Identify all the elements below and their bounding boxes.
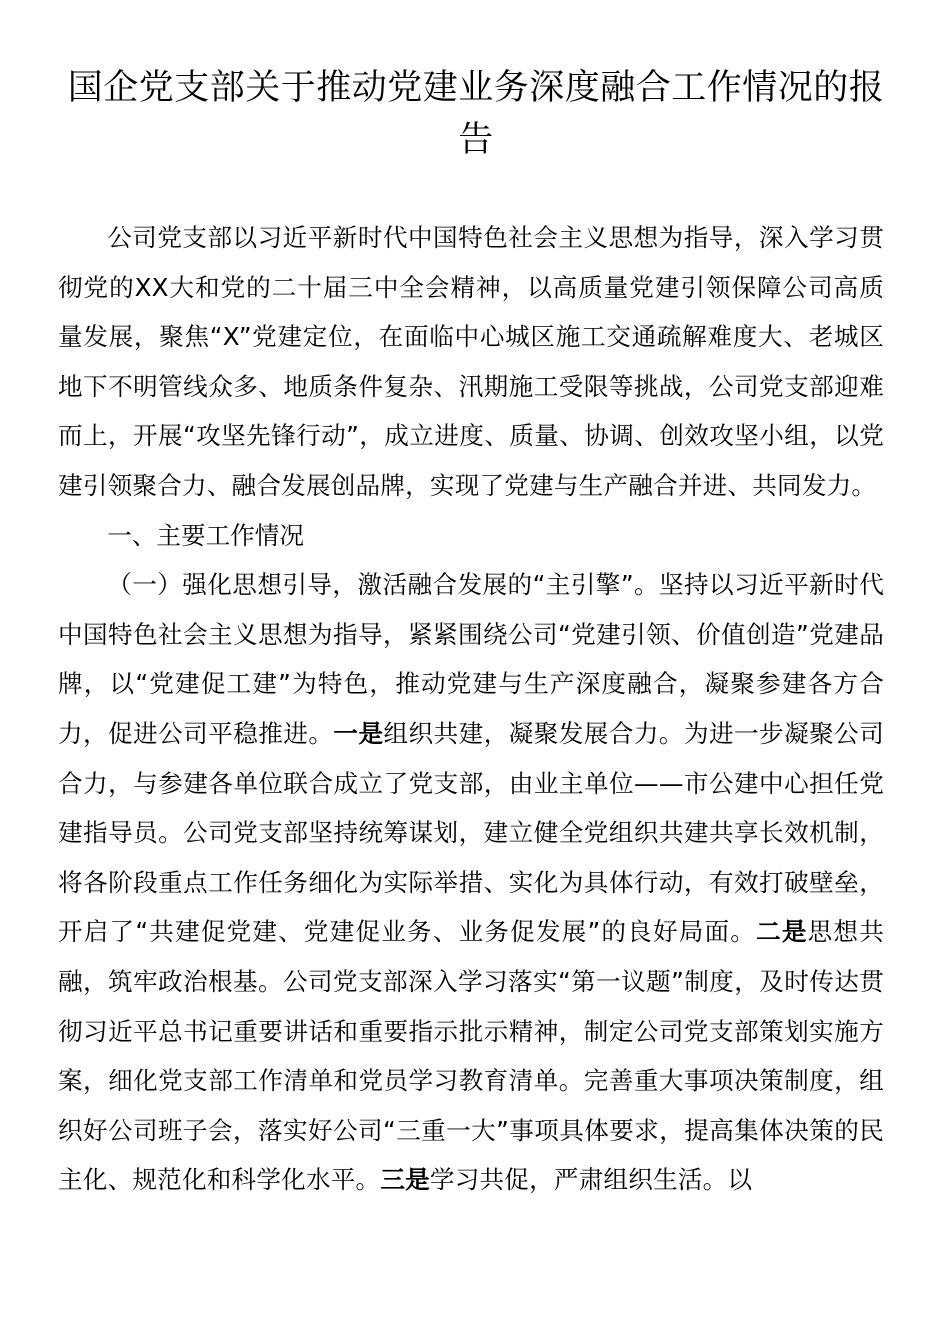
document-title: 国企党支部关于推动党建业务深度融合工作情况的报告 — [67, 68, 885, 160]
intro-paragraph: 公司党支部以习近平新时代中国特色社会主义思想为指导，深入学习贯彻党的XX大和党的二十届三中全会精神，以高质量党建引领保障公司高质量发展，聚焦“X”党建定位，在面临中心城区施工交通疏解难度大、老城区地下不明管线众多、地质条件复杂、汛期施工受限等挑战，公司党支部迎难而上，开展“攻坚先锋行动”，成立进度、质量、协调、创效攻坚小组，以党建引领聚合力、融合发展创品牌，实现了党建与生产融合并进、共同发力。 — [58, 223, 884, 500]
point-marker-two: 二是 — [756, 917, 808, 947]
subsection-lead-text: （一）强化思想引导，激活融合发展的“主引擎”。坚持以习近平新时代中国特色社会主义思想为指导，紧紧围绕公司“党建引领、价值创造”党建品牌，以“党建促工建”为特色，推动党建与生产深度融合，凝聚参建各方合力，促进公司平稳推进。 — [58, 570, 884, 748]
point-text-one: 组织共建，凝聚发展合力。为进一步凝聚公司合力，与参建各单位联合成立了党支部，由业主单位——市公建中心担任党建指导员。公司党支部坚持统筹谋划，建立健全党组织共建共享长效机制，将各阶段重点工作任务细化为实际举措、实化为具体行动，有效打破壁垒，开启了“共建促党建、党建促业务、业务促发展”的良好局面。 — [58, 718, 884, 947]
point-text-three: 学习共促，严肃组织生活。以 — [429, 1165, 753, 1195]
point-text-two: 思想共融，筑牢政治根基。公司党支部深入学习落实“第一议题”制度，及时传达贯彻习近平总书记重要讲话和重要指示批示精神，制定公司党支部策划实施方案，细化党支部工作清单和党员学习教育清单。完善重大事项决策制度，组织好公司班子会，落实好公司“三重一大”事项具体要求，提高集体决策的民主化、规范化和科学化水平。 — [58, 917, 884, 1195]
point-marker-three: 三是 — [380, 1165, 430, 1195]
subsection-paragraph-thought-guidance — [58, 560, 884, 1205]
point-marker-one: 一是 — [333, 718, 384, 748]
section-heading-main-work: 一、主要工作情况 — [107, 520, 304, 550]
document-body — [58, 213, 884, 1205]
